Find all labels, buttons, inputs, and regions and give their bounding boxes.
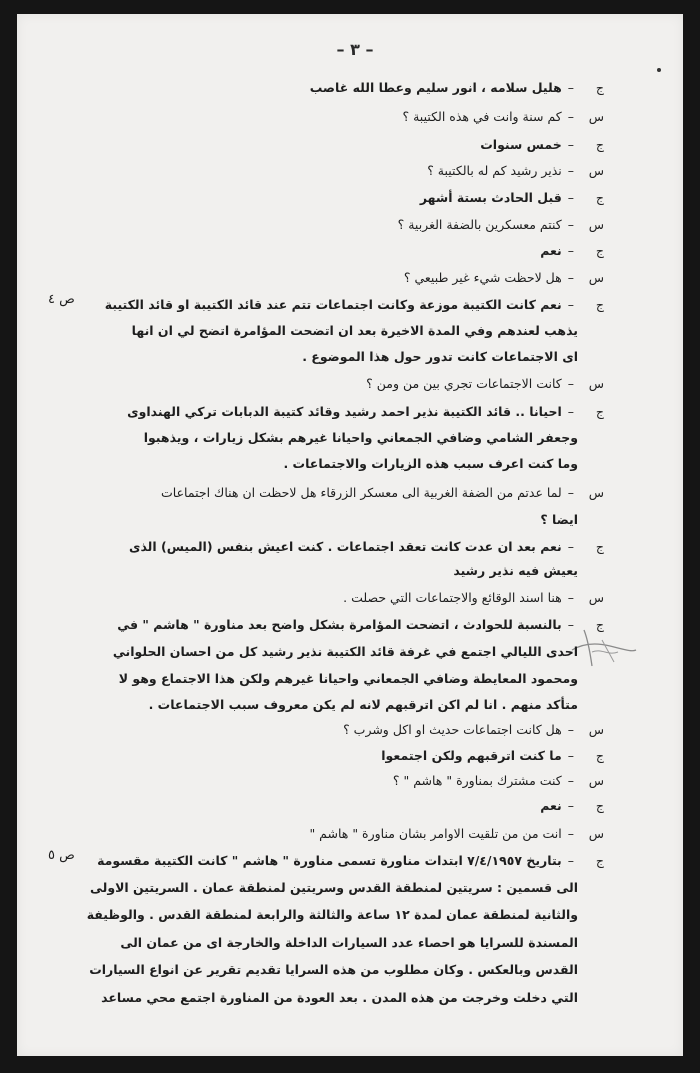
line-text: التي دخلت وخرجت من هذه المدن . بعد العودة من المناورة اجتمع محي مساعد bbox=[101, 990, 578, 1005]
line-text: وجعفر الشامي وضافي الجمعاني واحيانا غيرهم بشكل زيارات ، ويذهبوا bbox=[143, 430, 578, 445]
line-text: قبل الحادث بستة أشهر bbox=[419, 190, 562, 205]
line-text: القدس وبالعكس . وكان مطلوب من هذه السرايا تقديم تقرير عن انواع السيارات bbox=[89, 962, 578, 977]
line-text: احدى الليالي اجتمع في غرفة قائد الكتيبة نذير رشيد كل من احسان الحلواني bbox=[112, 644, 578, 659]
question-line bbox=[309, 826, 604, 841]
speaker-marker: س bbox=[588, 826, 604, 841]
line-text: هنا اسند الوقائع والاجتماعات التي حصلت . bbox=[343, 590, 562, 605]
speaker-marker: س bbox=[588, 485, 604, 500]
marker-dash: – bbox=[567, 297, 574, 312]
question-line bbox=[402, 109, 604, 124]
line-text: ما كنت اترقبهم ولكن اجتمعوا bbox=[381, 748, 562, 763]
line-text: كانت الاجتماعات تجري بين من ومن ؟ bbox=[366, 376, 562, 391]
marker-dash: – bbox=[567, 485, 574, 500]
marker-dash: – bbox=[567, 109, 574, 124]
line-text: نعم بعد ان عدت كانت تعقد اجتماعات . كنت اعيش بنفس (الميس) الذى bbox=[128, 539, 562, 554]
marker-dash: – bbox=[567, 270, 574, 285]
line-text: هليل سلامه ، انور سليم وعطا الله غاصب bbox=[309, 80, 562, 95]
marker-dash: – bbox=[567, 617, 574, 632]
question-line bbox=[404, 270, 604, 285]
answer-line bbox=[540, 798, 604, 813]
line-text: متأكد منهم . انا لم اكن اترقبهم لانه لم يكن معروف سبب الاجتماعات . bbox=[148, 697, 578, 712]
speaker-marker: ج bbox=[595, 539, 604, 554]
line-text: ايضا ؟ bbox=[540, 512, 578, 527]
marker-dash: – bbox=[567, 826, 574, 841]
answer-line bbox=[540, 243, 604, 258]
marker-dash: – bbox=[567, 853, 574, 868]
line-text: بالنسبة للحوادث ، اتضحت المؤامرة بشكل واضح بعد مناورة " هاشم " في bbox=[117, 617, 562, 632]
answer-line bbox=[105, 297, 604, 312]
line-text: نذير رشيد كم له بالكتيبة ؟ bbox=[427, 163, 562, 178]
line-text: يذهب لعندهم وفي المدة الاخيرة بعد ان اتضحت المؤامرة اتضح لي ان انها bbox=[131, 323, 578, 338]
speaker-marker: ج bbox=[595, 617, 604, 632]
line-text: هل كانت اجتماعات حديث او اكل وشرب ؟ bbox=[343, 722, 562, 737]
marker-dash: – bbox=[567, 243, 574, 258]
line-text: بتاريخ ٧/٤/١٩٥٧ ابتدات مناورة تسمى مناورة " هاشم " كانت الكتيبة مقسومة bbox=[97, 853, 562, 868]
line-text: نعم bbox=[540, 243, 562, 258]
line-text: خمس سنوات bbox=[480, 137, 562, 152]
marker-dash: – bbox=[567, 722, 574, 737]
line-text: الى قسمين : سريتين لمنطقة القدس وسريتين لمنطقة عمان . السريتين الاولى bbox=[90, 880, 578, 895]
speaker-marker: س bbox=[588, 376, 604, 391]
continuation-line bbox=[113, 644, 578, 659]
speaker-marker: ج bbox=[595, 853, 604, 868]
answer-line bbox=[97, 853, 604, 868]
marker-dash: – bbox=[567, 748, 574, 763]
marker-dash: – bbox=[567, 798, 574, 813]
answer-line bbox=[117, 617, 604, 632]
line-text: احيانا .. قائد الكتيبة نذير احمد رشيد وقائد كتيبة الدبابات تركي الهنداوى bbox=[127, 404, 562, 419]
question-line bbox=[161, 485, 604, 500]
speaker-marker: ج bbox=[595, 748, 604, 763]
marker-dash: – bbox=[567, 376, 574, 391]
speaker-marker: س bbox=[588, 722, 604, 737]
marker-dash: – bbox=[567, 137, 574, 152]
continuation-line bbox=[453, 563, 578, 578]
question-line bbox=[343, 722, 604, 737]
question-line bbox=[427, 163, 604, 178]
continuation-line bbox=[89, 962, 578, 977]
speaker-marker: ج bbox=[595, 190, 604, 205]
line-text: نعم كانت الكتيبة موزعة وكانت اجتماعات تتم عند قائد الكتيبة او قائد الكتيبة bbox=[104, 297, 562, 312]
continuation-line bbox=[87, 907, 578, 922]
speaker-marker: ج bbox=[595, 404, 604, 419]
line-text: لما عدتم من الضفة الغربية الى معسكر الزرقاء هل لاحظت ان هناك اجتماعات bbox=[161, 485, 562, 500]
answer-line bbox=[310, 80, 604, 95]
continuation-line bbox=[144, 430, 578, 445]
question-line bbox=[343, 590, 604, 605]
speaker-marker: س bbox=[588, 109, 604, 124]
continuation-line bbox=[132, 323, 578, 338]
speaker-marker: ج bbox=[595, 297, 604, 312]
line-text: ومحمود المعايطة وضافي الجمعاني واحيانا غيرهم ولكن هذا الاجتماع وهو لا bbox=[118, 671, 578, 686]
speaker-marker: ج bbox=[595, 80, 604, 95]
speaker-marker: ج bbox=[595, 798, 604, 813]
continuation-line bbox=[90, 880, 578, 895]
speaker-marker: س bbox=[588, 270, 604, 285]
answer-line bbox=[420, 190, 604, 205]
line-text: انت من من تلقيت الاوامر بشان مناورة " هاشم " bbox=[309, 826, 562, 841]
margin-page-ref-4: ص ٤ bbox=[48, 292, 75, 307]
line-text: كنتم معسكرين بالضفة الغربية ؟ bbox=[397, 217, 562, 232]
question-line bbox=[393, 773, 604, 788]
line-text: هل لاحظت شيء غير طبيعي ؟ bbox=[403, 270, 562, 285]
marker-dash: – bbox=[567, 404, 574, 419]
answer-line bbox=[129, 539, 604, 554]
line-text: كنت مشترك بمناورة " هاشم " ؟ bbox=[392, 773, 562, 788]
line-text: المسندة للسرايا هو احصاء عدد السيارات الداخلة والخارجة اى من عمان الى bbox=[120, 935, 578, 950]
marker-dash: – bbox=[567, 590, 574, 605]
question-line bbox=[366, 376, 604, 391]
marker-dash: – bbox=[567, 539, 574, 554]
margin-page-ref-5: ص ٥ bbox=[48, 848, 75, 863]
continuation-line bbox=[540, 512, 578, 527]
speaker-marker: س bbox=[588, 590, 604, 605]
marker-dash: – bbox=[567, 217, 574, 232]
line-text: كم سنة وانت في هذه الكتيبة ؟ bbox=[402, 109, 562, 124]
answer-line bbox=[480, 137, 604, 152]
speaker-marker: ج bbox=[595, 243, 604, 258]
marker-dash: – bbox=[567, 163, 574, 178]
speaker-marker: س bbox=[588, 773, 604, 788]
line-text: نعم bbox=[540, 798, 562, 813]
speaker-marker: س bbox=[588, 163, 604, 178]
line-text: اى الاجتماعات كانت تدور حول هذا الموضوع . bbox=[302, 349, 578, 364]
continuation-line bbox=[149, 697, 578, 712]
ink-dot bbox=[657, 68, 661, 72]
continuation-line bbox=[119, 671, 578, 686]
marker-dash: – bbox=[567, 80, 574, 95]
speaker-marker: س bbox=[588, 217, 604, 232]
marker-dash: – bbox=[567, 190, 574, 205]
line-text: يعيش فيه نذير رشيد bbox=[453, 563, 578, 578]
marker-dash: – bbox=[567, 773, 574, 788]
speaker-marker: ج bbox=[595, 137, 604, 152]
continuation-line bbox=[120, 935, 578, 950]
question-line bbox=[398, 217, 604, 232]
answer-line bbox=[381, 748, 604, 763]
continuation-line bbox=[101, 990, 578, 1005]
page-number: – ٣ – bbox=[336, 40, 374, 59]
continuation-line bbox=[302, 349, 578, 364]
line-text: وما كنت اعرف سبب هذه الزيارات والاجتماعات . bbox=[283, 456, 578, 471]
line-text: والثانية لمنطقة عمان لمدة ١٢ ساعة والثالثة والرابعة لمنطقة القدس . والوظيفة bbox=[86, 907, 578, 922]
answer-line bbox=[127, 404, 604, 419]
continuation-line bbox=[283, 456, 578, 471]
